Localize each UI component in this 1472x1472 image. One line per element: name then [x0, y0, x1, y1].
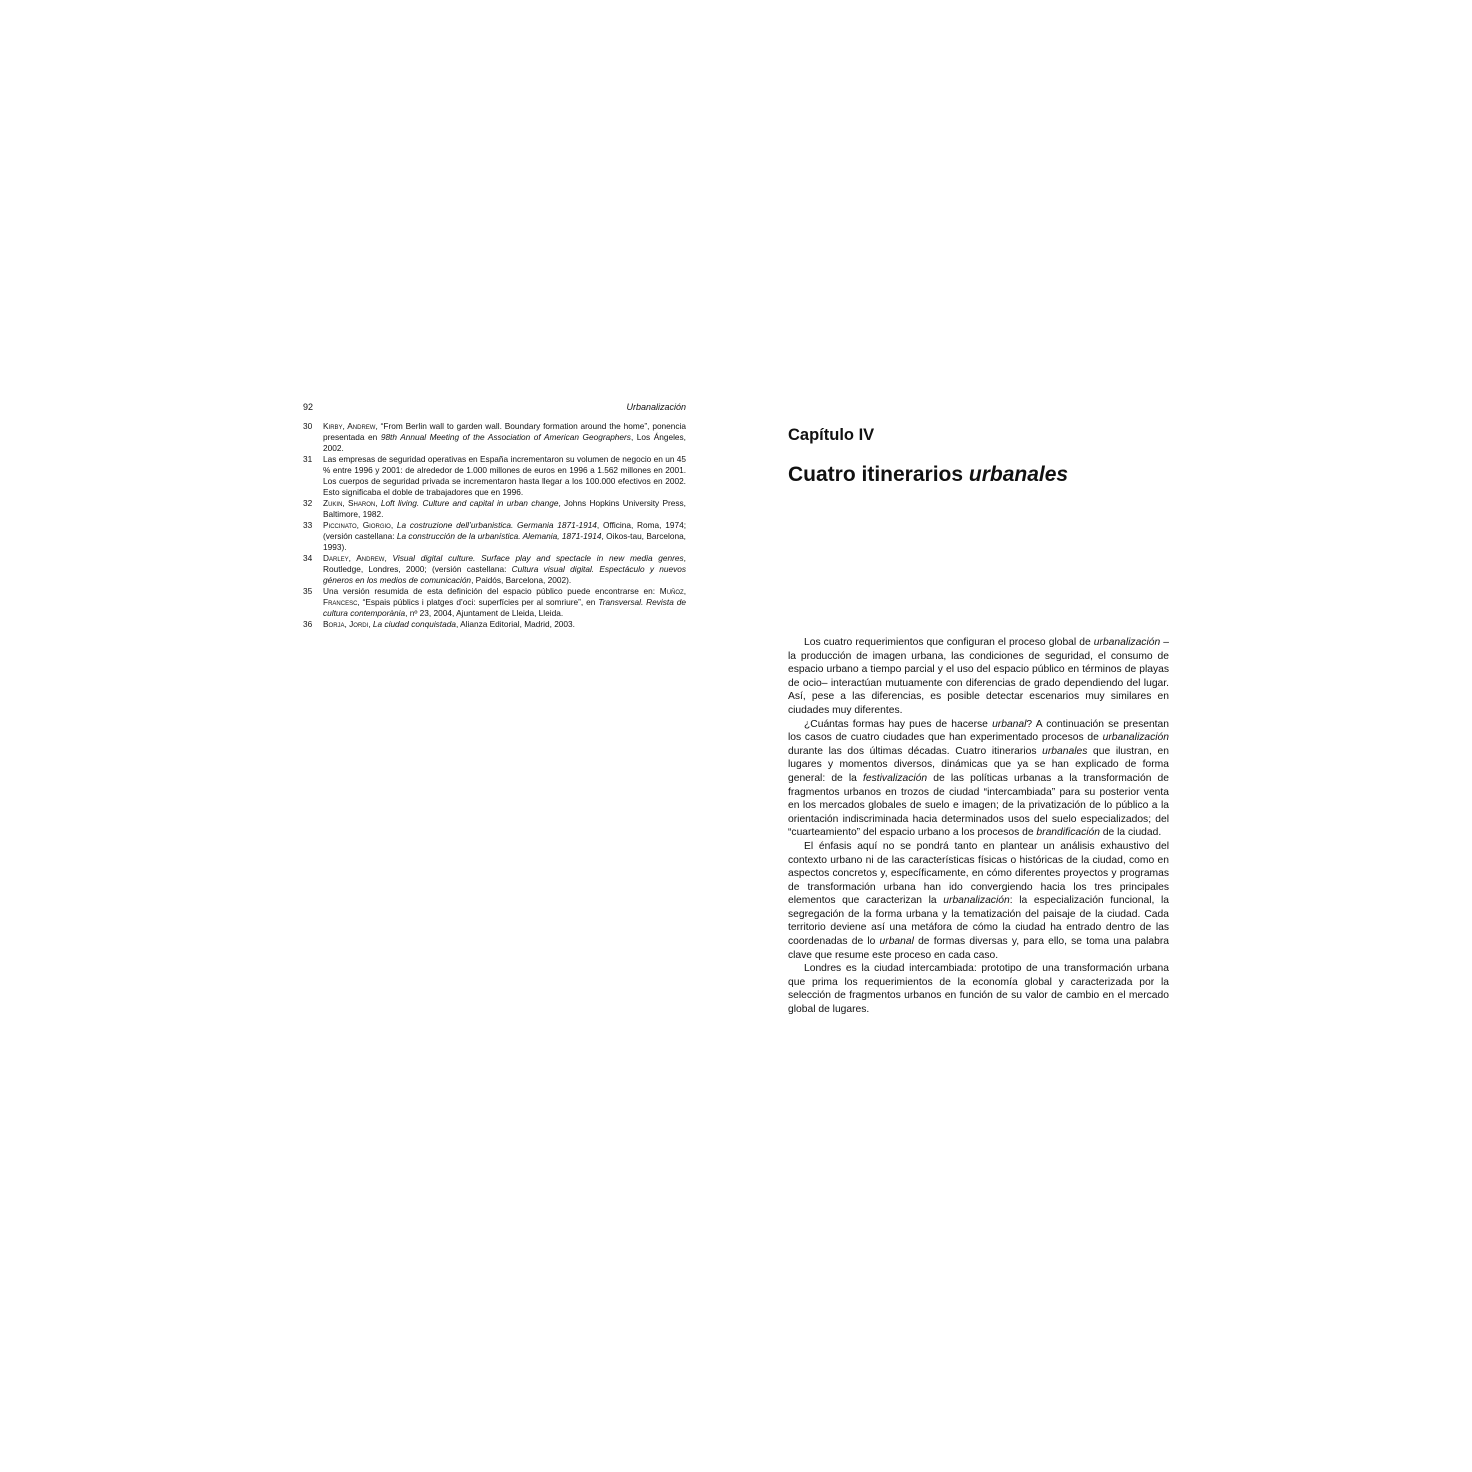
running-title: Urbanalización [626, 402, 686, 412]
note-text-run: , Oikos-tau, Barcelona, 1993). [323, 531, 686, 552]
page-number: 92 [303, 402, 314, 412]
endnote-35 [303, 586, 686, 619]
text-run: ? A continuación se presentan los casos de cuatro ciudades que han experimentado procesos de [788, 718, 1169, 744]
italic-title: La costruzione dell’urbanistica. Germania 1871-1914 [396, 520, 597, 530]
endnote-33 [303, 520, 686, 553]
endnote-number: 34 [303, 553, 313, 563]
chapter-title-regular: Cuatro itinerarios [788, 463, 969, 486]
endnote-36 [303, 619, 686, 630]
endnote-31 [303, 454, 686, 498]
endnote-number: 31 [303, 454, 313, 464]
note-text-run: , “Espais públics i platges d’oci: superfícies per al somriure”, en [357, 597, 599, 607]
author-name: Muñoz, Francesc [323, 586, 686, 607]
endnote-number: 30 [303, 421, 313, 431]
note-text-run: Las empresas de seguridad operativas en España incrementaron su volumen de negocio en un 45 % entre 1996 y 2001: de alrededor de 1.000 millones de euros en 1996 a 1.562 millones en 2001. Los cuerpos de seguridad privada se incrementaron hasta llegar a los 100.000 efectivos en 2002. Esto significaba el doble de trabajadores que en 1996. [323, 454, 686, 497]
chapter-label: Capítulo IV [788, 426, 875, 444]
italic-title: 98th Annual Meeting of the Association of American Geographers [380, 432, 631, 442]
endnote-30 [303, 421, 686, 454]
endnote-text [323, 454, 686, 498]
note-text-run: Una versión resumida de esta definición del espacio público puede encontrarse en: [323, 586, 660, 596]
author-name: Piccinato, Giorgio [323, 520, 391, 530]
endnote-34 [303, 553, 686, 586]
italic-term: urbanalización [1093, 637, 1161, 648]
italic-term: brandificación [1036, 827, 1100, 839]
author-name: Zukin, Sharon [323, 498, 376, 508]
chapter-heading [788, 426, 1188, 487]
text-run: que ilustran, en lugares y momentos diversos, dinámicas que ya se han explicado de forma general: de la [788, 745, 1169, 784]
endnote-number: 36 [303, 619, 313, 629]
note-text-run: , Johns Hopkins University Press, Baltimore, 1982. [323, 498, 686, 519]
italic-term: urbanalización [943, 895, 1010, 907]
text-run: Londres es la ciudad intercambiada: prototipo de una transformación urbana que prima los requerimientos de la economía global y caracterizada por la selección de fragmentos urbanos en función de su valor de cambio en el mercado global de lugares. [788, 963, 1169, 1016]
note-text-run: , [375, 498, 381, 508]
note-text-run: , [368, 619, 373, 629]
note-text-run: , Los Ángeles, 2002. [323, 432, 686, 453]
body-paragraph-2 [788, 718, 1169, 840]
author-name: Kirby, Andrew [323, 421, 376, 431]
endnote-number: 35 [303, 586, 313, 596]
note-text-run: , nº 23, 2004, Ajuntament de Lleida, Lleida. [405, 608, 564, 618]
italic-title: Transversal. Revista de cultura contemporània [323, 597, 686, 618]
endnote-text [323, 619, 686, 630]
body-paragraph-3 [788, 840, 1169, 962]
italic-title: Cultura visual digital. Espectáculo y nuevos géneros en los medios de comunicación [323, 564, 686, 585]
italic-title: Visual digital culture. Surface play and spectacle in new media genres [392, 553, 684, 563]
left-page [303, 402, 686, 630]
text-run: durante las dos últimas décadas. Cuatro itinerarios [788, 745, 1043, 757]
endnote-32 [303, 498, 686, 520]
endnotes-list [303, 421, 686, 630]
chapter-title [788, 463, 1188, 487]
italic-term: festivalización [863, 772, 928, 784]
italic-term: urbanal [879, 936, 914, 948]
body-text [788, 636, 1169, 1017]
text-run: : la especialización funcional, la segregación de la forma urbana y la tematización del paisaje de la ciudad. Cada territorio deviene así una metáfora de cómo la ciudad ha entrado dentro de las coordenadas de lo [788, 895, 1169, 948]
endnote-text [323, 520, 686, 553]
author-name: Darley, Andrew [323, 553, 385, 563]
endnote-number: 33 [303, 520, 313, 530]
italic-title: La construcción de la urbanística. Alemania, 1871-1914 [396, 531, 602, 541]
body-paragraph-4 [788, 962, 1169, 1016]
chapter-title-italic: urbanales [968, 463, 1069, 486]
text-run: de las políticas urbanas a la transformación de fragmentos urbanos en trozos de ciudad “intercambiada” para su posterior venta en los mercados globales de suelo e imagen; de la privatización de lo público a la orientación indiscriminada hacia determinados usos del suelo especializados; del “cuarteamiento” del espacio urbano a los procesos de [788, 772, 1169, 839]
text-run: –la producción de imagen urbana, las condiciones de seguridad, el consumo de espacio urbano a tiempo parcial y el uso del espacio público en términos de playas de ocio– interactúan mutuamente con diferencias de grado dependiendo del lugar. Así, pese a las diferencias, es posible detectar escenarios muy similares en ciudades muy diferentes. [788, 637, 1169, 716]
italic-term: urbanales [1042, 745, 1088, 757]
endnote-text [323, 421, 686, 454]
note-text-run: , Officina, Roma, 1974; (versión castellana: [323, 520, 686, 541]
text-run: El énfasis aquí no se pondrá tanto en plantear un análisis exhaustivo del contexto urbano ni de las características físicas o históricas de la ciudad, como en aspectos concretos y, específicamente, en cómo diferentes proyectos y programas de transformación urbana han ido convergiendo hacia los tres principales elementos que caracterizan la [788, 840, 1169, 907]
italic-title: Loft living. Culture and capital in urban change [380, 498, 559, 508]
note-text-run: , [384, 553, 393, 563]
text-run: de formas diversas y, para ello, se toma una palabra clave que resume este proceso en cada caso. [788, 936, 1169, 961]
endnote-number: 32 [303, 498, 313, 508]
running-head [303, 402, 686, 413]
text-run: de la ciudad. [1099, 827, 1162, 839]
endnote-text [323, 498, 686, 520]
note-text-run: , Routledge, Londres, 2000; (versión castellana: [323, 553, 686, 574]
italic-term: urbanalización [1102, 732, 1169, 744]
note-text-run: , [390, 520, 397, 530]
text-run: ¿Cuántas formas hay pues de hacerse [804, 718, 993, 730]
endnote-text [323, 586, 686, 619]
italic-title: La ciudad conquistada [372, 619, 456, 629]
note-text-run: , “From Berlin wall to garden wall. Boundary formation around the home”, ponencia presentada en [323, 421, 687, 442]
endnote-text [323, 553, 686, 586]
text-run: Los cuatro requerimientos que configuran el proceso global de [804, 637, 1094, 648]
author-name: Borja, Jordi [323, 619, 369, 629]
note-text-run: , Alianza Editorial, Madrid, 2003. [455, 619, 575, 629]
italic-term: urbanal [992, 718, 1027, 730]
note-text-run: , Paidós, Barcelona, 2002). [471, 575, 572, 585]
body-paragraph-1 [788, 636, 1169, 718]
